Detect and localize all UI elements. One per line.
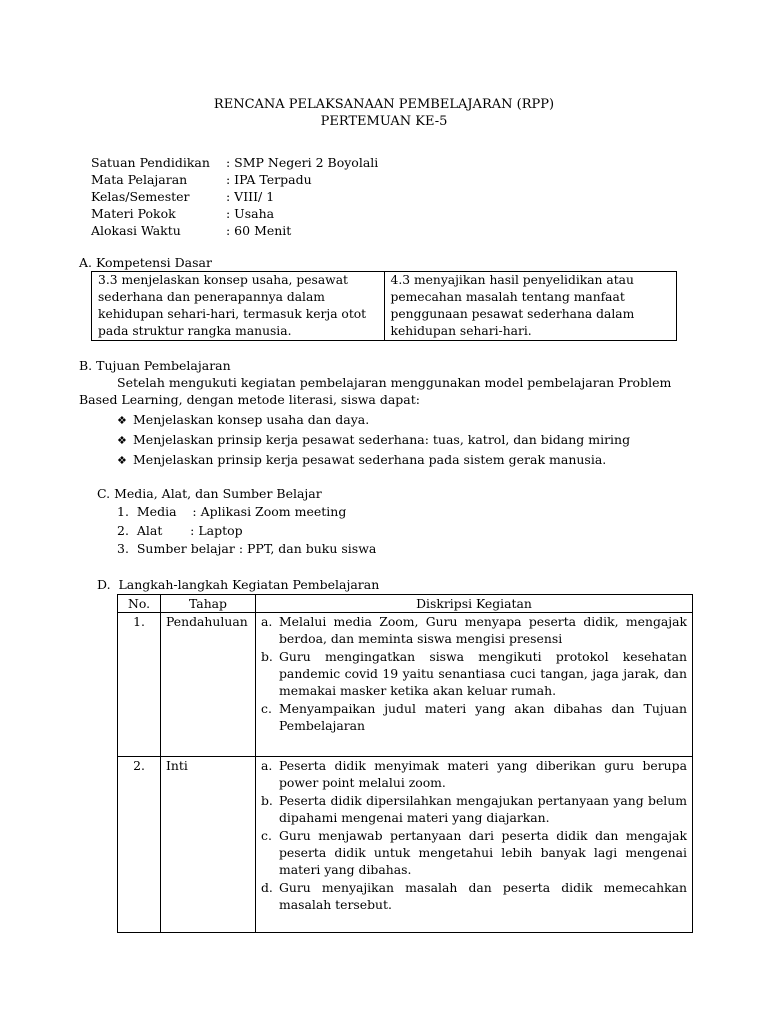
section-d-heading: D. Langkah-langkah Kegiatan Pembelajaran — [97, 577, 380, 592]
diamond-bullet-icon: ❖ — [117, 414, 127, 427]
identity-row — [91, 154, 378, 171]
activity-item — [261, 613, 687, 647]
row-stage: Pendahuluan — [161, 613, 256, 757]
identity-block — [91, 154, 378, 239]
identity-row — [91, 222, 378, 239]
identity-row — [91, 188, 378, 205]
section-c-heading: C. Media, Alat, dan Sumber Belajar — [97, 486, 322, 501]
item-label: b. — [261, 793, 273, 808]
item-label: c. — [261, 701, 272, 716]
row-description — [256, 757, 693, 933]
identity-value: : 60 Menit — [226, 223, 292, 238]
identity-value: : SMP Negeri 2 Boyolali — [226, 155, 379, 170]
activity-item — [261, 827, 687, 878]
objective-text: Menjelaskan prinsip kerja pesawat sederhana: tuas, katrol, dan bidang miring — [133, 432, 631, 447]
diamond-bullet-icon: ❖ — [117, 434, 127, 447]
document-subtitle: PERTEMUAN KE-5 — [320, 114, 448, 129]
objective-intro-cont: Based Learning, dengan metode literasi, siswa dapat: — [79, 392, 420, 407]
column-header-stage: Tahap — [161, 595, 256, 613]
row-description — [256, 613, 693, 757]
activity-item — [261, 757, 687, 791]
kd-skill-cell: 4.3 menyajikan hasil penyelidikan atau pemecahan masalah tentang manfaat penggunaan pesawat sederhana dalam kehidupan sehari-hari. — [384, 272, 677, 341]
activity-item — [261, 648, 687, 699]
item-text: Guru menyajikan masalah dan peserta didik memecahkan masalah tersebut. — [279, 880, 687, 912]
identity-value: : Usaha — [226, 206, 275, 221]
identity-row — [91, 171, 378, 188]
list-item: 3. Sumber belajar : PPT, dan buku siswa — [117, 541, 377, 556]
activity-item — [261, 879, 687, 913]
item-label: c. — [261, 828, 272, 843]
objective-text: Menjelaskan konsep usaha dan daya. — [133, 412, 370, 427]
column-header-no: No. — [118, 595, 161, 613]
item-text: Guru mengingatkan siswa mengikuti protokol kesehatan pandemic covid 19 yaitu senantiasa cuci tangan, jaga jarak, dan memakai masker ketika akan keluar rumah. — [279, 649, 687, 698]
kd-knowledge-cell: 3.3 menjelaskan konsep usaha, pesawat sederhana dan penerapannya dalam kehidupan sehari-hari, termasuk kerja otot pada struktur rangka manusia. — [92, 272, 385, 341]
activity-item — [261, 792, 687, 826]
diamond-bullet-icon: ❖ — [117, 454, 127, 467]
identity-label: Kelas/Semester — [91, 189, 190, 204]
kompetensi-dasar-table — [91, 271, 677, 341]
item-text: Guru menjawab pertanyaan dari peserta didik dan mengajak peserta didik untuk mengetahui lebih banyak lagi mengenai materi yang dibahas. — [279, 828, 687, 877]
item-text: Peserta didik dipersilahkan mengajukan pertanyaan yang belum dipahami mengenai materi yang diajarkan. — [279, 793, 687, 825]
list-item — [117, 431, 630, 451]
column-header-description: Diskripsi Kegiatan — [256, 595, 693, 613]
item-label: d. — [261, 880, 273, 895]
objective-text: Menjelaskan prinsip kerja pesawat sederhana pada sistem gerak manusia. — [133, 452, 607, 467]
identity-label: Mata Pelajaran — [91, 172, 188, 187]
identity-value: : IPA Terpadu — [226, 172, 312, 187]
identity-label: Alokasi Waktu — [91, 223, 181, 238]
activity-item — [261, 700, 687, 734]
list-item: 1. Media : Aplikasi Zoom meeting — [117, 504, 347, 519]
table-row — [118, 757, 693, 933]
item-text: Melalui media Zoom, Guru menyapa peserta didik, mengajak berdoa, dan meminta siswa mengisi presensi — [279, 614, 687, 646]
section-b-heading: B. Tujuan Pembelajaran — [79, 358, 231, 373]
list-item: 2. Alat : Laptop — [117, 522, 243, 538]
identity-row — [91, 205, 378, 222]
table-row — [118, 613, 693, 757]
item-label: b. — [261, 649, 273, 664]
item-label: a. — [261, 614, 273, 629]
identity-label: Materi Pokok — [91, 206, 176, 221]
objective-intro: Setelah mengukuti kegiatan pembelajaran menggunakan model pembelajaran Problem — [117, 375, 672, 390]
document-title: RENCANA PELAKSANAAN PEMBELAJARAN (RPP) — [213, 97, 555, 112]
item-text: Peserta didik menyimak materi yang diberikan guru berupa power point melalui zoom. — [279, 758, 687, 790]
activity-table — [117, 594, 693, 933]
row-stage: Inti — [161, 757, 256, 933]
identity-label: Satuan Pendidikan — [91, 155, 210, 170]
item-text: Menyampaikan judul materi yang akan dibahas dan Tujuan Pembelajaran — [279, 701, 687, 733]
row-number: 2. — [118, 757, 161, 933]
item-label: a. — [261, 758, 273, 773]
identity-value: : VIII/ 1 — [226, 189, 275, 204]
list-item — [117, 451, 630, 471]
table-header-row — [118, 595, 693, 613]
list-item — [117, 411, 630, 431]
section-a-heading: A. Kompetensi Dasar — [79, 255, 212, 270]
media-list — [117, 503, 376, 559]
objective-list — [117, 411, 630, 471]
row-number: 1. — [118, 613, 161, 757]
